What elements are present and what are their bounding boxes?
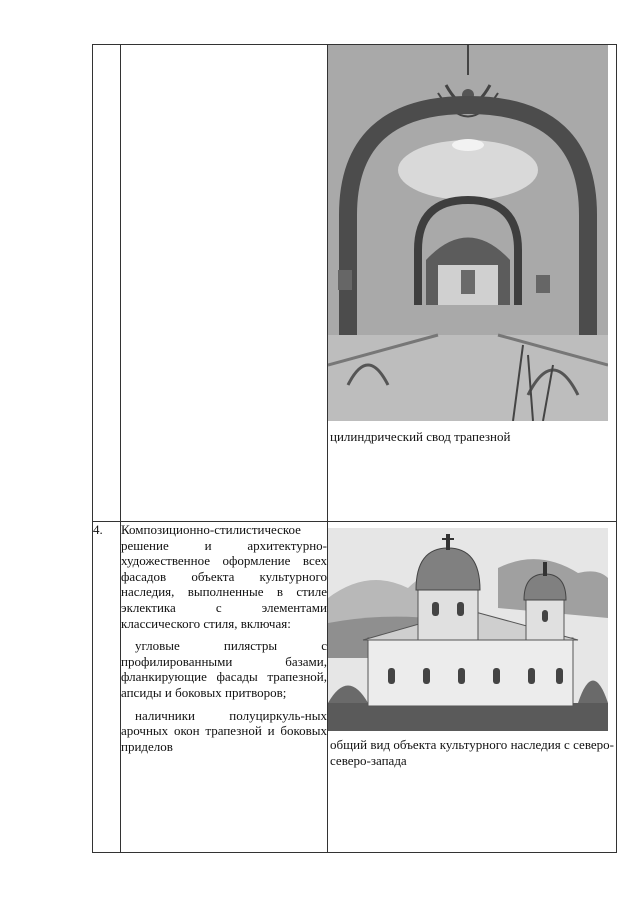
photo-caption: цилиндрический свод трапезной xyxy=(330,429,511,444)
photo-cell xyxy=(328,45,617,522)
description-paragraph: наличники полуциркуль-ных арочных окон трапезной и боковых приделов xyxy=(121,707,327,754)
photo-cell xyxy=(328,522,617,853)
row-number xyxy=(93,45,121,522)
table-row xyxy=(93,45,617,522)
heritage-elements-table xyxy=(92,44,617,853)
row-number: 4. xyxy=(93,522,121,853)
table-row xyxy=(93,522,617,853)
row-description xyxy=(121,522,328,853)
description-paragraph: Композиционно-стилистическое решение и архитектурно-художественное оформление всех фасадов объекта культурного наследия, выполненные в стиле эклектика с элементами классического стиля, включая: xyxy=(121,522,327,631)
interior-barrel-vault-icon xyxy=(328,45,608,421)
description-paragraph: угловые пилястры с профилированными базами, фланкирующие фасады трапезной, апсиды и боковых притворов; xyxy=(121,638,327,700)
church-exterior-icon xyxy=(328,528,608,731)
row-description xyxy=(121,45,328,522)
photo-caption: общий вид объекта культурного наследия с северо-северо-запада xyxy=(330,737,614,768)
